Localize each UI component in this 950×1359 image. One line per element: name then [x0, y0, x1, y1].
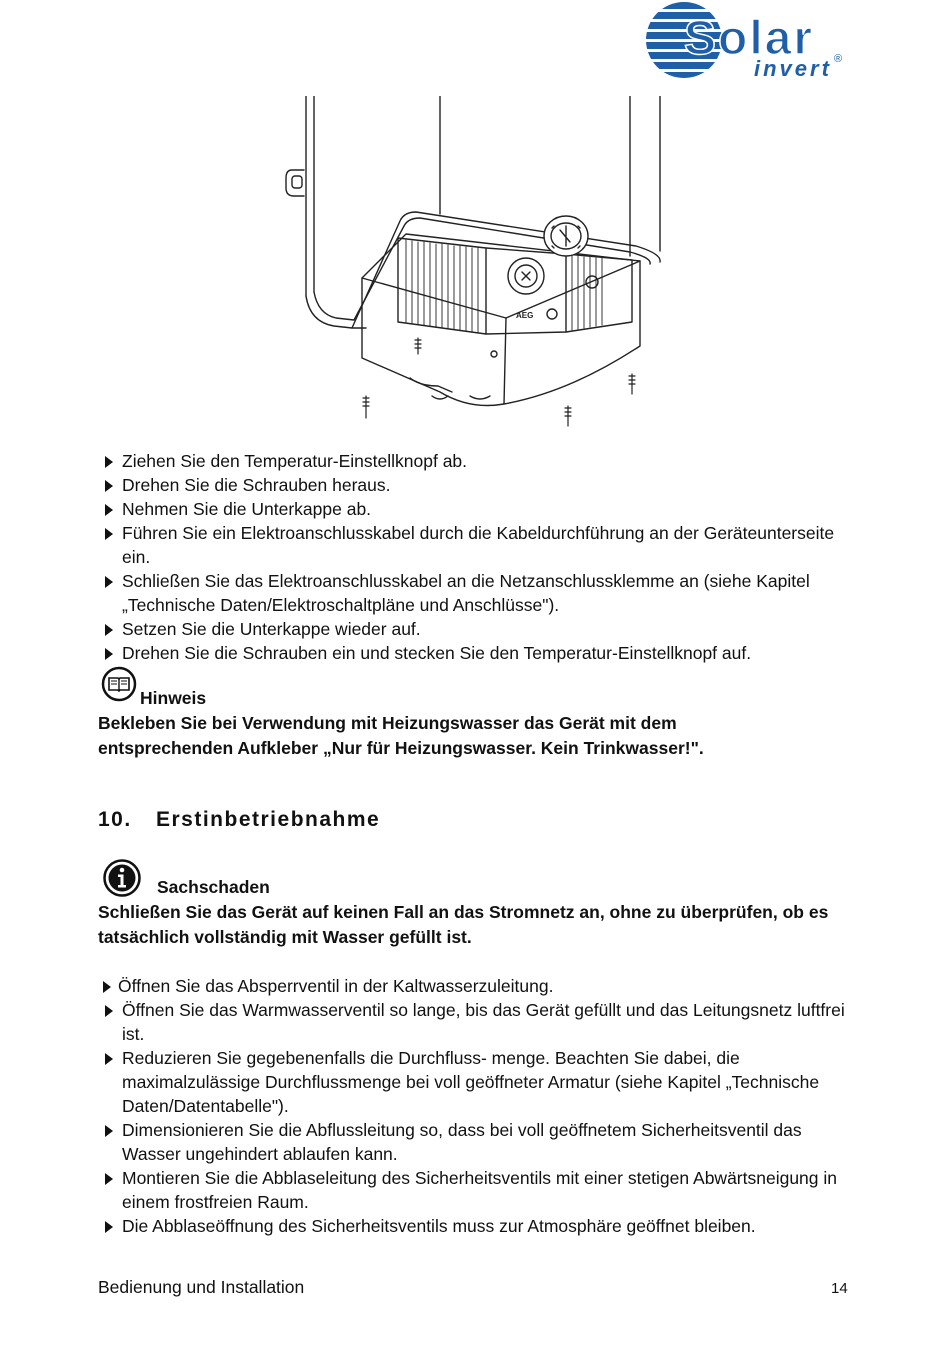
list-item [98, 974, 858, 998]
bullet-triangle-icon [105, 1221, 113, 1233]
list-item-text: Führen Sie ein Elektroanschlusskabel durch die Kabeldurchführung an der Geräteunterseite ein. [122, 523, 835, 567]
warning-text: Schließen Sie das Gerät auf keinen Fall an das Stromnetz an, ohne zu überprüfen, ob es tatsächlich vollständig mit Wasser gefüllt ist. [98, 902, 829, 947]
logo-subword: invert [754, 56, 832, 81]
bullet-triangle-icon [105, 1173, 113, 1185]
section-heading [98, 808, 380, 832]
list-item [98, 1046, 858, 1118]
bullet-triangle-icon [105, 528, 113, 540]
bullet-triangle-icon [105, 624, 113, 636]
bullet-triangle-icon [105, 648, 113, 660]
bullet-triangle-icon [105, 576, 113, 588]
hint-title: Hinweis [140, 688, 207, 708]
list-item [98, 1118, 858, 1166]
info-icon [102, 858, 142, 898]
list-item [98, 497, 858, 521]
bullet-triangle-icon [105, 456, 113, 468]
list-item [98, 617, 858, 641]
list-item-text: Dimensionieren Sie die Abflussleitung so, dass bei voll geöffnetem Sicherheitsventil das Wasser ungehindert ablaufen kann. [122, 1120, 802, 1164]
logo-wordmark: Solar [684, 12, 815, 65]
list-item-text: Die Abblaseöffnung des Sicherheitsventils muss zur Atmosphäre geöffnet bleiben. [122, 1216, 756, 1236]
book-icon [101, 666, 137, 702]
water-heater-illustration [270, 96, 670, 432]
list-item-text: Setzen Sie die Unterkappe wieder auf. [122, 619, 421, 639]
list-item [98, 521, 858, 569]
list-item-text: Ziehen Sie den Temperatur-Einstellknopf ab. [122, 451, 468, 471]
footer-document-title: Bedienung und Installation [98, 1277, 305, 1297]
list-item-text: Nehmen Sie die Unterkappe ab. [122, 499, 372, 519]
list-item-text: Öffnen Sie das Warmwasserventil so lange, bis das Gerät gefüllt und das Leitungsnetz luftfrei ist. [122, 1000, 845, 1044]
warning-title: Sachschaden [157, 877, 270, 897]
list-item [98, 473, 858, 497]
list-item [98, 1166, 858, 1214]
panel-brand-mark: AEG [516, 311, 534, 320]
list-item-text: Montieren Sie die Abblaseleitung des Sicherheitsventils mit einer stetigen Abwärtsneigung in einem frostfreien Raum. [122, 1168, 838, 1212]
list-item-text: Drehen Sie die Schrauben ein und stecken Sie den Temperatur-Einstellknopf auf. [122, 643, 752, 663]
bullet-triangle-icon [105, 1053, 113, 1065]
logo-registered-mark: ® [834, 53, 843, 65]
installation-steps-list [98, 449, 858, 665]
bullet-triangle-icon [105, 480, 113, 492]
list-item [98, 998, 858, 1046]
bullet-triangle-icon [103, 981, 111, 993]
list-item [98, 1214, 858, 1238]
page-number: 14 [831, 1280, 848, 1297]
section-title: Erstinbetriebnahme [156, 808, 381, 831]
list-item [98, 569, 858, 617]
section-number: 10. [98, 808, 132, 831]
list-item-text: Schließen Sie das Elektroanschlusskabel an die Netzanschlussklemme an (siehe Kapitel „Technische Daten/Elektroschaltpläne und Anschlüsse"). [122, 571, 810, 615]
bullet-triangle-icon [105, 1005, 113, 1017]
startup-steps-list [98, 974, 858, 1238]
list-item-text: Reduzieren Sie gegebenenfalls die Durchfluss- menge. Beachten Sie dabei, die maximalzulässige Durchflussmenge bei voll geöffneter Armatur (siehe Kapitel „Technische Daten/Datentabelle"). [122, 1048, 820, 1116]
solar-invert-logo [644, 0, 854, 82]
list-item-text: Drehen Sie die Schrauben heraus. [122, 475, 391, 495]
list-item [98, 641, 858, 665]
bullet-triangle-icon [105, 504, 113, 516]
list-item [98, 449, 858, 473]
hint-text: Bekleben Sie bei Verwendung mit Heizungswasser das Gerät mit dem entsprechenden Aufkleber „Nur für Heizungswasser. Kein Trinkwasser!". [98, 713, 704, 758]
list-item-text: Öffnen Sie das Absperrventil in der Kaltwasserzuleitung. [118, 976, 554, 996]
bullet-triangle-icon [105, 1125, 113, 1137]
